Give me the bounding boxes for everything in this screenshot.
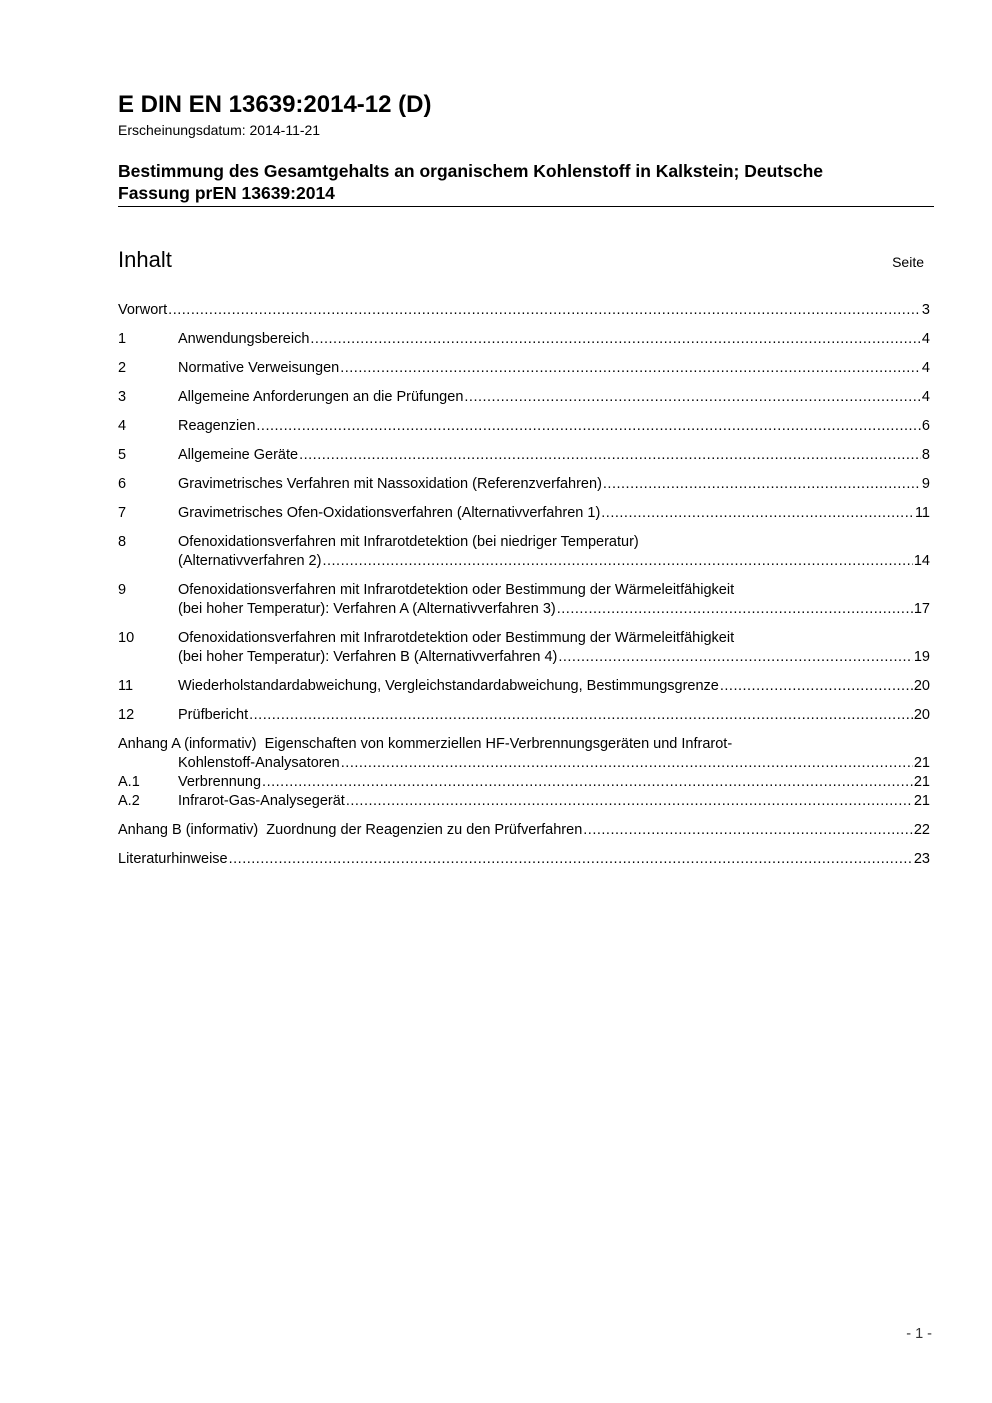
toc-dot-leader — [299, 446, 921, 465]
toc-entry-title: Allgemeine Geräte — [178, 447, 299, 463]
toc-entry-title: Allgemeine Anforderungen an die Prüfungen — [178, 389, 464, 405]
toc-dot-leader — [262, 773, 913, 792]
toc-entry-title: Infrarot-Gas-Analysegerät — [178, 793, 345, 809]
toc-entry[interactable] — [118, 706, 930, 725]
toc-dot-leader — [346, 792, 913, 811]
toc-entry[interactable] — [118, 629, 930, 667]
toc-entry[interactable] — [118, 677, 930, 696]
toc-entry-page: 3 — [921, 302, 930, 318]
toc-entry-number: 10 — [118, 630, 135, 646]
toc-entry[interactable] — [118, 821, 930, 840]
toc-entry-number: 8 — [118, 534, 127, 550]
toc-entry-title: Literaturhinweise — [118, 851, 228, 867]
toc-entry-title: Gravimetrisches Verfahren mit Nassoxidation (Referenzverfahren) — [178, 476, 602, 492]
page-number: - 1 - — [906, 1326, 932, 1342]
toc-entry-title: Verbrennung — [178, 774, 262, 790]
toc-dot-leader — [720, 677, 913, 696]
toc-entry-page: 8 — [921, 447, 930, 463]
toc-entry-page: 20 — [913, 707, 930, 723]
toc-entry[interactable] — [118, 792, 930, 811]
toc-entry[interactable] — [118, 359, 930, 378]
toc-entry-number: 7 — [118, 505, 127, 521]
toc-entry-title: (bei hoher Temperatur): Verfahren B (Alternativverfahren 4) — [178, 649, 558, 665]
toc-entry-page: 14 — [913, 553, 930, 569]
toc-page-column-label: Seite — [892, 254, 924, 270]
toc-dot-leader — [583, 821, 913, 840]
toc-entry[interactable] — [118, 850, 930, 869]
toc-entry-title: (bei hoher Temperatur): Verfahren A (Alternativverfahren 3) — [178, 601, 556, 617]
toc-dot-leader — [603, 475, 921, 494]
toc-entry-page: 20 — [913, 678, 930, 694]
toc-dot-leader — [558, 648, 913, 667]
toc-entry-title: Anhang B (informativ) Zuordnung der Reagenzien zu den Prüfverfahren — [118, 822, 583, 838]
toc-entry-page: 21 — [913, 774, 930, 790]
toc-dot-leader — [341, 754, 913, 773]
toc-entry-title: Kohlenstoff-Analysatoren — [178, 755, 340, 771]
toc-entry-title: Reagenzien — [178, 418, 256, 434]
toc-dot-leader — [601, 504, 914, 523]
toc-entry-number: 12 — [118, 707, 135, 723]
toc-dot-leader — [322, 552, 912, 571]
toc-entry-title: Vorwort — [118, 302, 168, 318]
toc-entry-title: Anhang A (informativ) Eigenschaften von kommerziellen HF-Verbrennungsgeräten und Infrarot- — [118, 736, 733, 752]
toc-entry-page: 23 — [913, 851, 930, 867]
toc-entry[interactable] — [118, 475, 930, 494]
toc-entry-title: Gravimetrisches Ofen-Oxidationsverfahren (Alternativverfahren 1) — [178, 505, 601, 521]
toc-entry[interactable] — [118, 446, 930, 465]
toc-entry-page: 19 — [913, 649, 930, 665]
publication-date: Erscheinungsdatum: 2014-11-21 — [118, 122, 321, 138]
toc-entry-page: 11 — [914, 505, 930, 521]
toc-dot-leader — [168, 301, 921, 320]
toc-entry[interactable] — [118, 773, 930, 792]
toc-entry[interactable] — [118, 301, 930, 320]
toc-dot-leader — [464, 388, 921, 407]
toc-entry-title: Ofenoxidationsverfahren mit Infrarotdetektion (bei niedriger Temperatur) — [178, 534, 639, 550]
toc-heading: Inhalt — [118, 247, 172, 272]
toc-entry-page: 22 — [913, 822, 930, 838]
toc-entry-page: 17 — [913, 601, 930, 617]
document-title-line: Fassung prEN 13639:2014 — [118, 183, 335, 203]
toc-entry-title: Normative Verweisungen — [178, 360, 340, 376]
toc-entry-title: Wiederholstandardabweichung, Vergleichstandardabweichung, Bestimmungsgrenze — [178, 678, 719, 694]
toc-entry-number: 1 — [118, 331, 127, 347]
toc-dot-leader — [249, 706, 913, 725]
toc-entry-number: 2 — [118, 360, 127, 376]
toc-entry-number: 3 — [118, 389, 127, 405]
toc-entry-page: 4 — [921, 331, 930, 347]
toc-entry-number: A.1 — [118, 774, 140, 790]
toc-entry[interactable] — [118, 735, 930, 773]
toc-entry-page: 9 — [921, 476, 930, 492]
toc-entry-title: Ofenoxidationsverfahren mit Infrarotdetektion oder Bestimmung der Wärmeleitfähigkeit — [178, 582, 735, 598]
toc-dot-leader — [310, 330, 921, 349]
document-title-line: Bestimmung des Gesamtgehalts an organischem Kohlenstoff in Kalkstein; Deutsche — [118, 161, 824, 181]
toc-entry-number: 6 — [118, 476, 127, 492]
toc-entry-page: 4 — [921, 389, 930, 405]
document-title — [118, 160, 934, 207]
toc-entry-title: Anwendungsbereich — [178, 331, 310, 347]
toc-entry-number: 9 — [118, 582, 127, 598]
toc-dot-leader — [256, 417, 921, 436]
toc-entry-number: 5 — [118, 447, 127, 463]
toc-entry-title: Prüfbericht — [178, 707, 249, 723]
toc-entry[interactable] — [118, 504, 930, 523]
toc-entry-page: 4 — [921, 360, 930, 376]
toc-entry[interactable] — [118, 533, 930, 571]
toc-entry[interactable] — [118, 330, 930, 349]
toc-entry-page: 6 — [921, 418, 930, 434]
table-of-contents — [118, 301, 930, 869]
toc-entry-title: (Alternativverfahren 2) — [178, 553, 322, 569]
toc-dot-leader — [340, 359, 921, 378]
toc-entry-page: 21 — [913, 755, 930, 771]
toc-entry-number: 11 — [118, 678, 134, 694]
toc-entry-number: A.2 — [118, 793, 140, 809]
toc-dot-leader — [229, 850, 913, 869]
toc-entry[interactable] — [118, 388, 930, 407]
toc-entry[interactable] — [118, 417, 930, 436]
toc-entry-page: 21 — [913, 793, 930, 809]
document-id: E DIN EN 13639:2014-12 (D) — [118, 91, 432, 118]
toc-dot-leader — [557, 600, 913, 619]
toc-entry[interactable] — [118, 581, 930, 619]
toc-entry-number: 4 — [118, 418, 127, 434]
toc-entry-title: Ofenoxidationsverfahren mit Infrarotdetektion oder Bestimmung der Wärmeleitfähigkeit — [178, 630, 735, 646]
